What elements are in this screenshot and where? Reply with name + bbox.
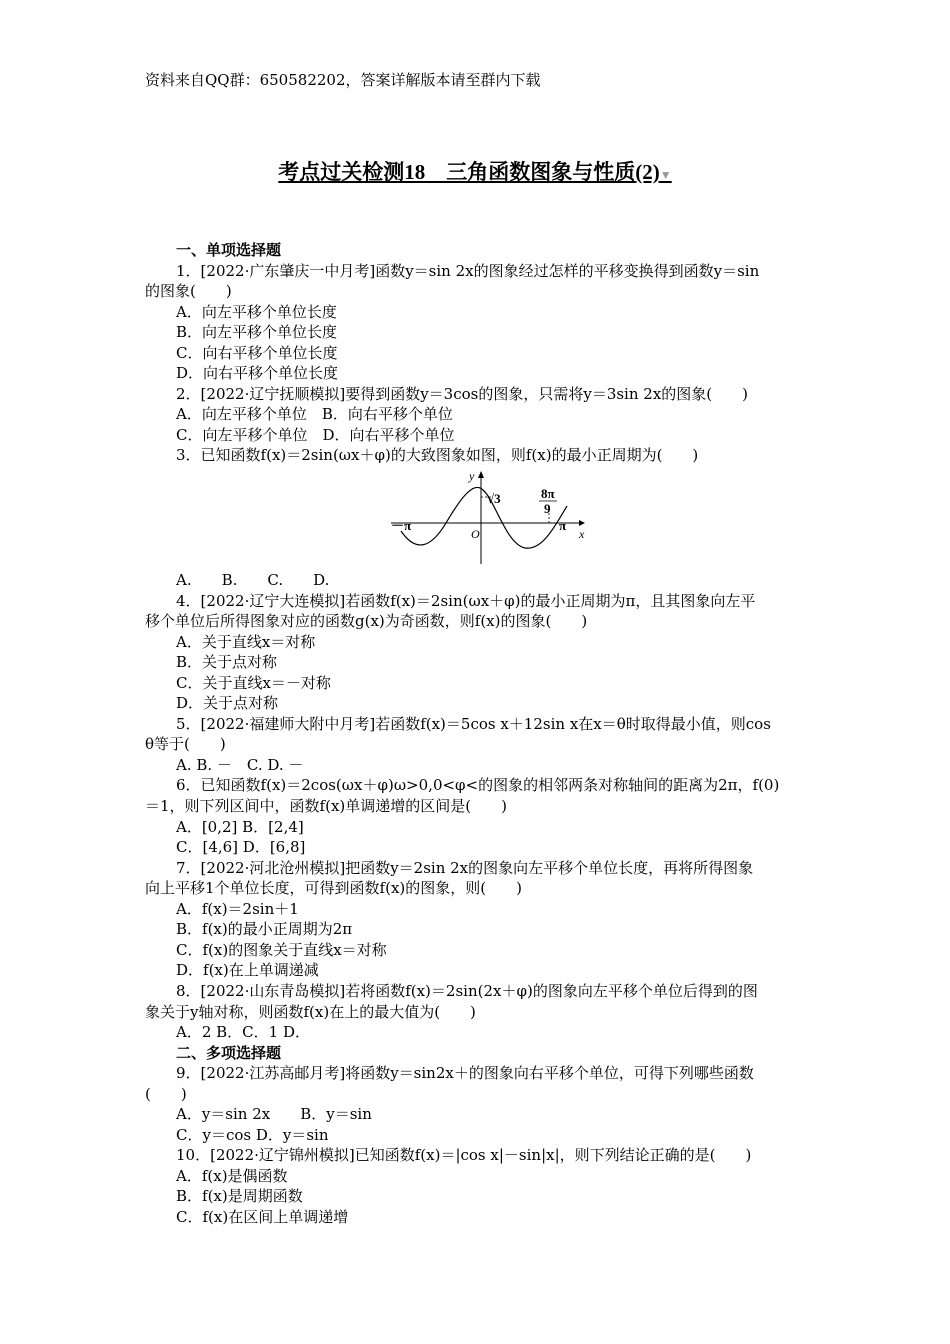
question-9-options-cd: C．y＝cos D．y＝sin	[176, 1125, 329, 1144]
question-3-options: A. B. C. D.	[176, 571, 330, 590]
x-axis-label: x	[579, 527, 585, 542]
question-7-option-a: A．f(x)＝2sin＋1	[176, 899, 299, 918]
question-3-figure	[145, 466, 810, 570]
question-1-line-2: 的图象( )	[145, 282, 232, 301]
question-6-options-cd: C．[4,6] D．[6,8]	[176, 838, 306, 857]
question-1-option-a: A．向左平移个单位长度	[176, 302, 337, 321]
y-axis-label: y	[469, 469, 475, 484]
question-8-line-1: 8．[2022·山东青岛模拟]若将函数f(x)＝2sin(2x＋φ)的图象向左平移个单位后得到的图	[176, 981, 758, 1000]
question-4-option-b: B．关于点对称	[176, 653, 278, 672]
question-1-option-b: B．向左平移个单位长度	[176, 323, 338, 342]
question-6-line-2: ＝1，则下列区间中，函数f(x)单调递增的区间是( )	[145, 797, 507, 816]
question-4-option-c: C．关于直线x＝－对称	[176, 673, 331, 692]
y-axis-arrow-icon	[478, 471, 484, 478]
question-7-option-c: C．f(x)的图象关于直线x＝对称	[176, 940, 387, 959]
eight-pi-numerator-label: 8π	[541, 486, 555, 502]
title-text: 考点过关检测18 三角函数图象与性质(2)	[278, 160, 660, 184]
question-9-line-1: 9．[2022·江苏高邮月考]将函数y＝sin2x＋的图象向右平移个单位，可得下列哪些函数	[176, 1064, 754, 1083]
pi-label: π	[559, 518, 567, 534]
question-4-option-a: A．关于直线x＝对称	[176, 632, 316, 651]
question-2-options-cd: C．向左平移个单位 D．向右平移个单位	[176, 425, 455, 444]
page-title	[0, 158, 950, 189]
question-4-line-2: 移个单位后所得图象对应的函数g(x)为奇函数，则f(x)的图象( )	[145, 612, 588, 631]
dropdown-marker-icon: ▼	[659, 168, 672, 182]
question-7-line-1: 7．[2022·河北沧州模拟]把函数y＝2sin 2x的图象向左平移个单位长度，再将所得图象	[176, 858, 754, 877]
question-6-line-1: 6．已知函数f(x)＝2cos(ωx＋φ)ω>0,0<φ<的图象的相邻两条对称轴间的距离为2π，f(0)	[176, 776, 780, 795]
question-2-stem: 2．[2022·辽宁抚顺模拟]要得到函数y＝3cos的图象，只需将y＝3sin 2x的图象( )	[176, 384, 748, 403]
question-10-option-b: B．f(x)是周期函数	[176, 1187, 303, 1206]
question-10-option-a: A．f(x)是偶函数	[176, 1166, 288, 1185]
question-9-options-ab: A．y＝sin 2x B．y＝sin	[176, 1105, 372, 1124]
question-4-option-d: D．关于点对称	[176, 694, 279, 713]
origin-label: O	[471, 527, 480, 542]
question-10-option-c: C．f(x)在区间上单调递增	[176, 1207, 349, 1226]
question-1-line-1: 1．[2022·广东肇庆一中月考]函数y＝sin 2x的图象经过怎样的平移变换得到函数y＝sin	[176, 261, 760, 280]
question-5-options: A. B. － C. D. －	[176, 755, 304, 774]
x-axis-arrow-icon	[579, 520, 585, 526]
question-3-stem: 3．已知函数f(x)＝2sin(ωx＋φ)的大致图象如图，则f(x)的最小正周期为( )	[176, 446, 699, 465]
section-heading-multiple-choice: 二、多项选择题	[176, 1043, 282, 1062]
question-5-line-2: θ等于( )	[145, 735, 226, 754]
sqrt3-label: √3	[487, 491, 501, 507]
question-8-line-2: 象关于y轴对称，则函数f(x)在上的最大值为( )	[145, 1002, 476, 1021]
eight-pi-denominator-label: 9	[544, 501, 551, 517]
question-2-options-ab: A．向左平移个单位 B．向右平移个单位	[176, 405, 453, 424]
question-7-option-b: B．f(x)的最小正周期为2π	[176, 920, 353, 939]
question-6-options-ab: A．[0,2] B．[2,4]	[176, 817, 304, 836]
sine-graph	[391, 468, 591, 568]
question-content	[145, 240, 810, 1228]
question-7-option-d: D．f(x)在上单调递减	[176, 961, 319, 980]
neg-pi-label: －π	[391, 518, 412, 534]
question-1-option-c: C．向右平移个单位长度	[176, 343, 338, 362]
question-9-line-2: ( )	[145, 1084, 187, 1103]
question-7-line-2: 向上平移1个单位长度，可得到函数f(x)的图象，则( )	[145, 879, 522, 898]
header-note: 资料来自QQ群：650582202，答案详解版本请至群内下载	[145, 71, 541, 89]
question-8-options: A．2 B．C．1 D．	[176, 1023, 310, 1042]
section-heading-single-choice: 一、单项选择题	[176, 241, 282, 259]
question-4-line-1: 4．[2022·辽宁大连模拟]若函数f(x)＝2sin(ωx＋φ)的最小正周期为π，且其图象向左平	[176, 591, 756, 610]
question-1-option-d: D．向右平移个单位长度	[176, 364, 339, 383]
question-5-line-1: 5．[2022·福建师大附中月考]若函数f(x)＝5cos x＋12sin x在x＝θ时取得最小值，则cos	[176, 714, 771, 733]
question-10-stem: 10．[2022·辽宁锦州模拟]已知函数f(x)＝|cos x|－sin|x|，则下列结论正确的是( )	[176, 1146, 752, 1165]
